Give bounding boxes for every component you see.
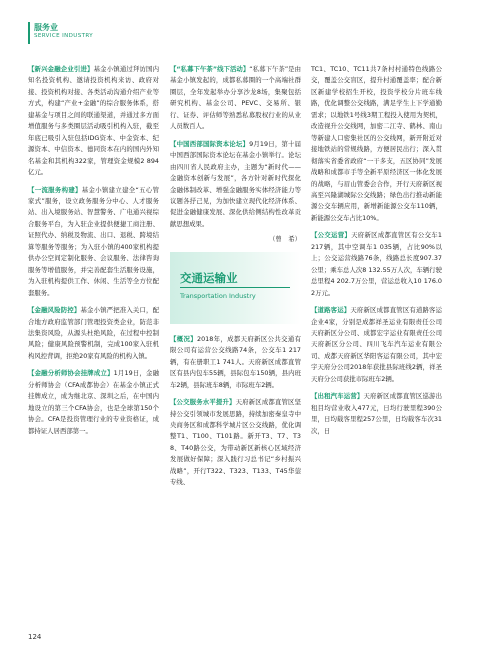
paragraph-heading: 【中国西部国际资本论坛】 [170, 139, 250, 148]
paragraph-body: 天府新区成都直管区有道路客运企业4家，分别是成都祥圣运业有限责任公司天府新区分公司、成都宏宇运业有限责任公司天府新区分公司、四川飞车汽车运业有限公司、成都天府新区华阳客运有限公司，其中宏宇天府分公司2018年获批县际班线2辆，祥圣天府分公司获批市际班车2辆。 [311, 306, 443, 383]
paragraph-body: TC1、TC10、TC11共7条村村通特色线路公交，覆盖公交盲区，提升村通覆盖率；配合新区新建学校招生开校，投资学校分片班车线路，优化调整公交线路，满足学生上下学通勤需求；以地铁1号线3期工程投入使用为契机，改造视升公交线网，加密二江寺、鹤林、南山等新建人口密集社区的公交线网，新开附近对接地铁站的常规线路，方便居民出行；深入贯彻落实省委省政府“一干多支，五区协同”发展战略和成都市手等全新平原经济区一体化发展的战略，与眉山管委会合作，开行天府新区视高至兴隆湖城际公交线路；绿色出行推动新能源公交车辆应用，新增新能源公交车110辆，新能源公交车占比10%。 [311, 65, 442, 222]
column-2 [170, 64, 301, 495]
column-1 [28, 64, 159, 443]
paragraph-body: 基金小镇严把准入关口，配合地方政府监管部门管理投资类企业，防范非法集资风险，从源头杜绝风险，在过程中控制风险；健康风险预警机制，完成100家入驻机构风控背调，拒绝20家有风险的机构入镇。 [28, 306, 160, 360]
paragraph-heading: 【金融分析师协会挂牌成立】 [28, 369, 114, 378]
paragraph-body: 9月19日，第十届中国西部国际资本论坛在基金小镇举行。论坛由四川省人民政府主办，主题为“新时代——金融资本创新与发展”，各方针对新时代探化金融体制改革、增强金融服务实体经济能力等议题各抒己见，为加快建立现代化经济体系、促进金融健康发展、深化供给侧结构性改革贡献思想成果。 [170, 139, 302, 228]
banner-divider [180, 287, 290, 288]
paragraph-heading: 【新兴金融企业引进】 [28, 65, 94, 73]
paragraph-heading: 【一流服务构建】 [28, 185, 82, 194]
paragraph [311, 305, 442, 385]
paragraph [28, 305, 159, 362]
paragraph [28, 185, 159, 300]
paragraph-body: 天府新区成都直管区有公交车1 217辆，其中空调车1 035辆，占比90%以上；公交运营线路76条，线路总长度907.37公里；乘车总人次8 132.55万人次，车辆行驶总里程4 202.7万公里，营运总收入10 176.02万元。 [311, 231, 443, 297]
paragraph-heading: 【“私募下午茶”线下活动】 [170, 65, 250, 73]
section-subtitle: SERVICE INDUSTRY [34, 33, 94, 39]
paragraph-body: 1月19日，金融分析师协会（CFA成都协会）在基金小镇正式挂牌成立，成为继北京、深圳之后，在中国内地设立的第三个CFA协会，也是全球第150个协会。CFA是投资管理行业的专业资格证，成都持证人居西部第一。 [28, 369, 159, 435]
paragraph-body: 2018年，成都天府新区公共交通有限公司有运营公交线路74条，公交车1 217辆，有在册职工1 741人。天府新区成都直管区有县内包车55辆，县际包车150辆，县内班车2辆，县际班车8辆，市际班车2辆。 [170, 334, 302, 389]
section-header [28, 18, 458, 54]
banner-subtitle: Transportation Industry [180, 291, 256, 300]
paragraph [311, 230, 442, 299]
section-banner [170, 252, 301, 324]
paragraph-body: 基金小镇通过拜访国内知名投资机构、邀请投资机构来访、政府对接、投资机构对接、各类活动沟通介绍产业等方式，构建“产业+金融”的综合服务体系，搭建基金与项目之间的联通渠道，并通过多方面增值服务与多类圈层活动吸引机构入驻，截至年底已吸引入驻包括IDG资本、中金资本、纪源资本、中信资本、德同资本在内的国内外知名基金和其机构322家，管理资金规模2 894亿元。 [28, 65, 160, 177]
paragraph-body: 基金小镇建立建全“五心管家式”服务，设立政务服务分中心、人才服务站、出入境服务站、智慧警务、广电通兴视综合服务平台，为入驻企业提供便捷工商注册、证照代办、纳税及物流、出口、退税、跨境结算等服务等服务；为入驻小镇的400家机构提供办公空间定制化服务、会议服务、法律咨询服务等增值服务，并完善配套生活服务设施，为入驻机构提供工作、休闲、生活等全方位配套服务。 [28, 185, 160, 297]
paragraph-heading: 【概况】 [170, 334, 197, 343]
paragraph-body: “私募下午茶”是由基金小镇发起的，成都私募圈的一个高端社群圈层，全年发起举办分享沙龙8场，集聚包括研究机构、基金公司、PEVC、交易所、银行、证券、评估师等熟悉私募股权行业的从业人员数百人。 [170, 65, 301, 131]
paragraph [28, 64, 159, 179]
paragraph [311, 64, 442, 224]
column-3 [311, 64, 442, 443]
paragraph-heading: 【出租汽车运营】 [311, 392, 364, 401]
paragraph-body: 天府新区成都直管区巡游出租目均营业收入477元，日均行驶里程390公里，日均载客里程257公里，日均载客车次31次，日 [311, 392, 443, 435]
paragraph [170, 64, 301, 133]
section-title: 服务业 [34, 23, 58, 32]
paragraph [311, 391, 442, 437]
header-accent-bar [28, 22, 30, 44]
paragraph [28, 368, 159, 437]
paragraph-heading: 【金融风险防控】 [28, 306, 81, 315]
paragraph-body: 天府新区成都直管区坚持公交引领城市发展思路，持续加密秦皇寺中央商务区和成都科学城片区公交线路，优化调整T1、T100、T101路。新开T3、T7、T38、T40路公交，为带动新区新核心区域经济发展做好保障；深入践行习总书记“乡村振兴战略”，开行T322、T323、T133、T45华蓥专线、 [170, 398, 302, 487]
banner-title: 交通运输业 [180, 270, 238, 285]
author-signature: （曾 希） [269, 235, 301, 244]
paragraph [170, 334, 301, 391]
paragraph-heading: 【公交运营】 [311, 231, 352, 240]
paragraph-heading: 【道路客运】 [311, 306, 351, 315]
paragraph [170, 397, 301, 489]
page-number: 124 [28, 633, 42, 641]
paragraph-heading: 【公交服务水平提升】 [170, 398, 236, 407]
paragraph [170, 139, 301, 231]
